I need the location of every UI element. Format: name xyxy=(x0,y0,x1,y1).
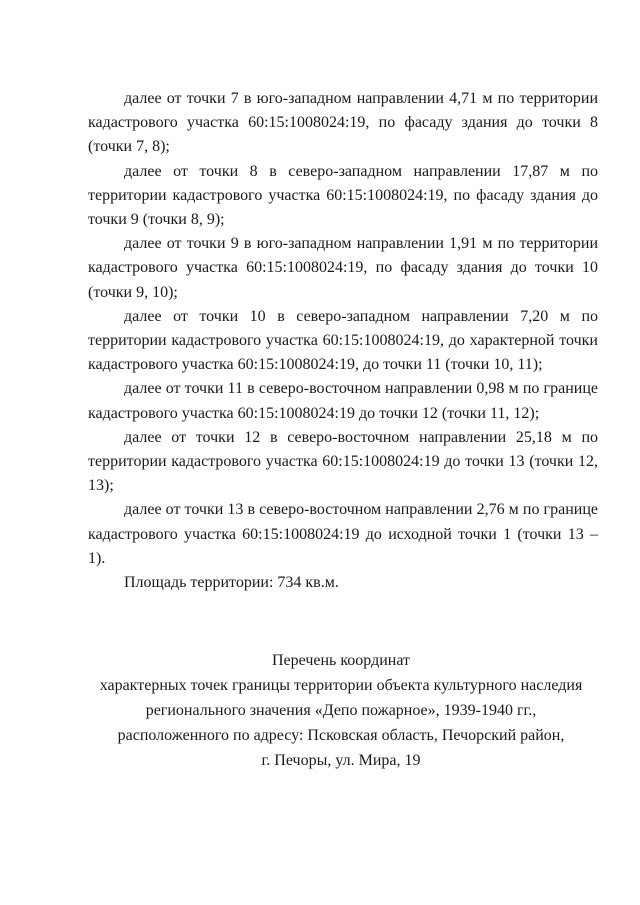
section-title-line: расположенного по адресу: Псковская область, Печорский район, xyxy=(117,727,565,744)
section-title-line: Перечень координат xyxy=(271,652,411,669)
boundary-paragraph: далее от точки 11 в северо-восточном направлении 0,98 м по границе кадастрового участка 60:15:1008024:19 до точки 12 (точки 11, 12); xyxy=(88,380,598,422)
boundary-paragraph: далее от точки 12 в северо-восточном направлении 25,18 м по территории кадастрового участка 60:15:1008024:19 до точки 13 (точки 12, 13); xyxy=(88,428,598,495)
section-title-line: г. Печоры, ул. Мира, 19 xyxy=(261,752,421,769)
boundary-paragraph: далее от точки 13 в северо-восточном направлении 2,76 м по границе кадастрового участка 60:15:1008024:19 до исходной точки 1 (точки 13 – 1). xyxy=(88,501,598,567)
boundary-paragraph: далее от точки 10 в северо-западном направлении 7,20 м по территории кадастрового участка 60:15:1008024:19, до характерной точки кадастрового участка 60:15:1008024:19, до точки 11 (точки 10, 11); xyxy=(88,307,598,374)
section-title-line: регионального значения «Депо пожарное», 1939-1940 гг., xyxy=(145,702,537,719)
boundary-paragraph: далее от точки 9 в юго-западном направлении 1,91 м по территории кадастрового участка 60:15:1008024:19, по фасаду здания до точки 10 (точки 9, 10); xyxy=(88,235,598,301)
boundary-description xyxy=(88,87,598,595)
boundary-paragraph: далее от точки 7 в юго-западном направлении 4,71 м по территории кадастрового участка 60:15:1008024:19, по фасаду здания до точки 8 (точки 7, 8); xyxy=(88,90,598,156)
coordinates-section-title xyxy=(60,648,622,773)
boundary-paragraph: далее от точки 8 в северо-западном направлении 17,87 м по территории кадастрового участка 60:15:1008024:19, по фасаду здания до точки 9 (точки 8, 9); xyxy=(88,162,598,229)
territory-area: Площадь территории: 734 кв.м. xyxy=(124,574,339,592)
section-title-line: характерных точек границы территории объекта культурного наследия xyxy=(99,677,583,694)
